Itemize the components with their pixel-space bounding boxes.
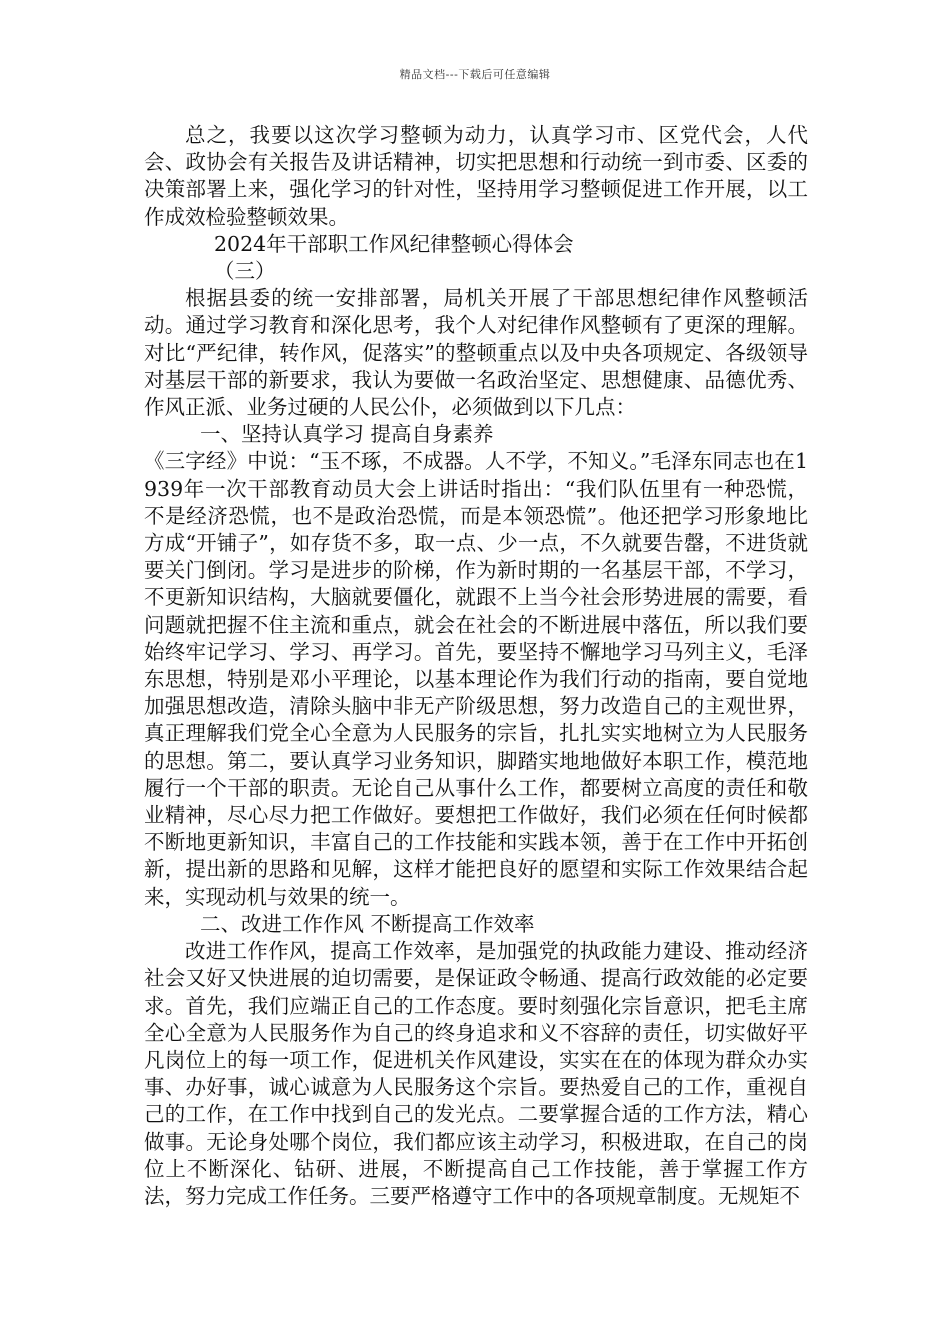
paragraph-study: 《三字经》中说：“玉不琢，不成器。人不学，不知义。”毛泽东同志也在1939年一次干部教育动员大会上讲话时指出：“我们队伍里有一种恐慌，不是经济恐慌，也不是政治恐慌，而是本领恐慌”。他还把学习形象地比方成“开铺子”，如存货不多，取一点、少一点，不久就要告罄，不进货就要关门倒闭。学习是进步的阶梯，作为新时期的一名基层干部，不学习，不更新知识结构，大脑就要僵化，就跟不上当今社会形势进展的需要，看问题就把握不住主流和重点，就会在社会的不断进展中落伍，所以我们要始终牢记学习、学习、再学习。首先，要坚持不懈地学习马列主义，毛泽东思想，特别是邓小平理论，以基本理论作为我们行动的指南，要自觉地加强思想改造，清除头脑中非无产阶级思想，努力改造自己的主观世界，真正理解我们党全心全意为人民服务的宗旨，扎扎实实地树立为人民服务的思想。第二，要认真学习业务知识，脚踏实地地做好本职工作，模范地履行一个干部的职责。无论自己从事什么工作，都要树立高度的责任和敬业精神，尽心尽力把工作做好。要想把工作做好，我们必须在任何时候都不断地更新知识，丰富自己的工作技能和实践本领，善于在工作中开拓创新，提出新的思路和见解，这样才能把良好的愿望和实际工作效果结合起来，实现动机与效果的统一。 [144, 449, 808, 909]
document-body [144, 122, 808, 1210]
section-heading-2: 二、改进工作作风 不断提高工作效率 [200, 911, 535, 936]
section-heading-1: 一、坚持认真学习 提高自身素养 [200, 422, 494, 447]
paragraph-work-style: 改进工作作风，提高工作效率，是加强党的执政能力建设、推动经济社会又好又快进展的迫切需要，是保证政令畅通、提高行政效能的必定要求。首先，我们应端正自己的工作态度。要时刻强化宗旨意识，把毛主席全心全意为人民服务作为自己的终身追求和义不容辞的责任，切实做好平凡岗位上的每一项工作，促进机关作风建设，实实在在的体现为群众办实事、办好事，诚心诚意为人民服务这个宗旨。要热爱自己的工作，重视自己的工作，在工作中找到自己的发光点。二要掌握合适的工作方法，精心做事。无论身处哪个岗位，我们都应该主动学习，积极进取，在自己的岗位上不断深化、钻研、进展，不断提高自己工作技能，善于掌握工作方法，努力完成工作任务。三要严格遵守工作中的各项规章制度。无规矩不 [144, 939, 808, 1208]
page-header: 精品文档---下载后可任意编辑 [399, 68, 551, 81]
document-title: 2024年干部职工作风纪律整顿心得体会 [214, 231, 574, 256]
paragraph-intro: 根据县委的统一安排部署，局机关开展了干部思想纪律作风整顿活动。通过学习教育和深化思考，我个人对纪律作风整顿有了更深的理解。对比“严纪律，转作风，促落实”的整顿重点以及中央各项规定、各级领导对基层干部的新要求，我认为要做一名政治坚定、思想健康、品德优秀、作风正派、业务过硬的人民公仆，必须做到以下几点： [144, 286, 808, 420]
document-subtitle: （三） [214, 259, 276, 284]
paragraph-conclusion: 总之，我要以这次学习整顿为动力，认真学习市、区党代会，人代会、政协会有关报告及讲话精神，切实把思想和行动统一到市委、区委的决策部署上来，强化学习的针对性，坚持用学习整顿促进工作开展，以工作成效检验整顿效果。 [144, 123, 808, 229]
